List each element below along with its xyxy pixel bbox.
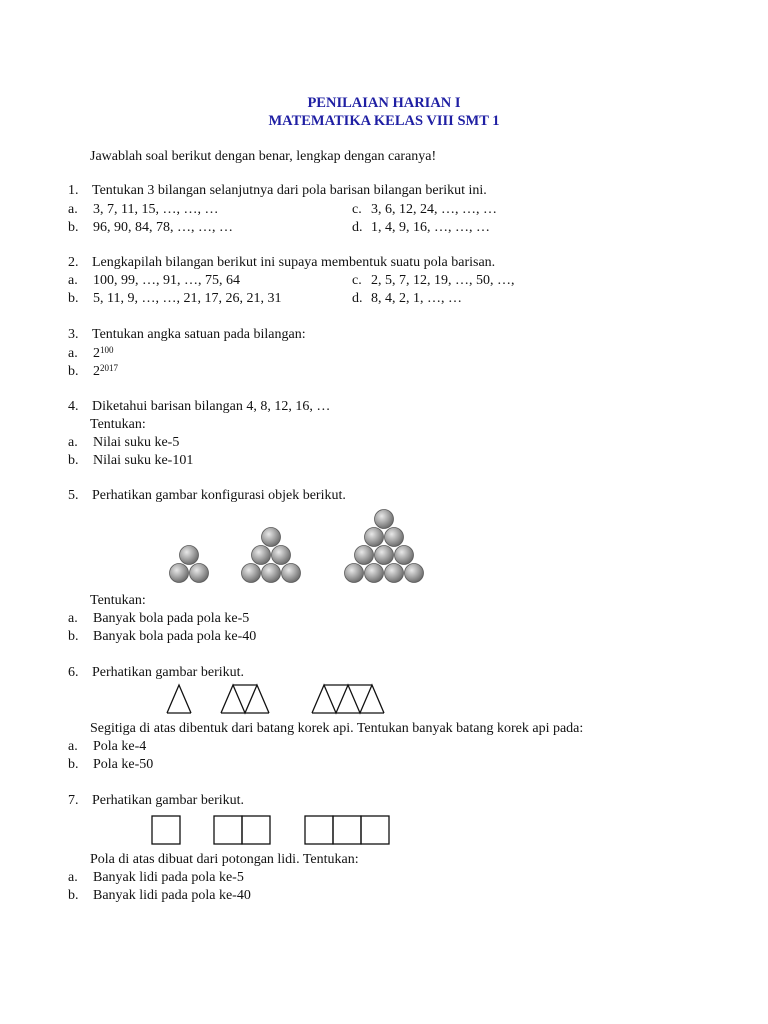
q6-text: Perhatikan gambar berikut. bbox=[92, 665, 245, 680]
q3-a-expression bbox=[93, 345, 114, 363]
ball bbox=[262, 564, 281, 583]
triangle-pattern-3-sticks bbox=[312, 685, 384, 713]
square-pattern-3-cell bbox=[333, 816, 361, 844]
q5-subheading: Tentukan: bbox=[90, 593, 146, 608]
q2-d-text: 8, 4, 2, 1, …, … bbox=[371, 291, 462, 306]
q7-text: Perhatikan gambar berikut. bbox=[92, 793, 245, 808]
q4-b-label: b. bbox=[68, 453, 79, 468]
ball bbox=[365, 528, 384, 547]
ball bbox=[262, 528, 281, 547]
q5-number: 5. bbox=[68, 488, 79, 503]
q2-c-text: 2, 5, 7, 12, 19, …, 50, …, bbox=[371, 273, 515, 288]
ball bbox=[282, 564, 301, 583]
square-pattern-2-cell bbox=[242, 816, 270, 844]
ball bbox=[242, 564, 261, 583]
q4-number: 4. bbox=[68, 399, 79, 414]
ball-pattern-1 bbox=[170, 546, 209, 583]
q6-b-label: b. bbox=[68, 757, 79, 772]
q1-a-label: a. bbox=[68, 202, 78, 217]
q6-subheading: Segitiga di atas dibentuk dari batang korek api. Tentukan banyak batang korek api pada: bbox=[90, 721, 584, 736]
q3-text: Tentukan angka satuan pada bilangan: bbox=[92, 327, 306, 342]
q3-b-base: 2 bbox=[93, 364, 100, 379]
square-pattern-3-cell bbox=[305, 816, 333, 844]
ball bbox=[252, 546, 271, 565]
square-pattern-3-cell bbox=[361, 816, 389, 844]
stick-square-figure bbox=[0, 812, 768, 852]
q1-b-label: b. bbox=[68, 220, 79, 235]
q2-b-label: b. bbox=[68, 291, 79, 306]
ball bbox=[272, 546, 291, 565]
q1-text: Tentukan 3 bilangan selanjutnya dari pola barisan bilangan berikut ini. bbox=[92, 183, 487, 198]
ball bbox=[170, 564, 189, 583]
q4-text: Diketahui barisan bilangan 4, 8, 12, 16, … bbox=[92, 399, 331, 414]
ball bbox=[375, 510, 394, 529]
ball bbox=[385, 564, 404, 583]
q5-b-text: Banyak bola pada pola ke-40 bbox=[93, 629, 257, 644]
triangle-pattern-1-sticks bbox=[167, 685, 191, 713]
ball-pattern-3 bbox=[345, 510, 424, 583]
q3-b-label: b. bbox=[68, 364, 79, 379]
q3-b-exponent: 2017 bbox=[100, 363, 118, 373]
q1-d-text: 1, 4, 9, 16, …, …, … bbox=[371, 220, 490, 235]
q1-b-text: 96, 90, 84, 78, …, …, … bbox=[93, 220, 233, 235]
ball bbox=[355, 546, 374, 565]
q7-b-text: Banyak lidi pada pola ke-40 bbox=[93, 888, 251, 903]
ball bbox=[405, 564, 424, 583]
q1-a-text: 3, 7, 11, 15, …, …, … bbox=[93, 202, 219, 217]
triangle-pattern-2-sticks bbox=[221, 685, 269, 713]
ball bbox=[345, 564, 364, 583]
q2-b-text: 5, 11, 9, …, …, 21, 17, 26, 21, 31 bbox=[93, 291, 282, 306]
square-pattern-1-cell bbox=[152, 816, 180, 844]
ball bbox=[375, 546, 394, 565]
q3-a-label: a. bbox=[68, 346, 78, 361]
q7-subheading: Pola di atas dibuat dari potongan lidi. Tentukan: bbox=[90, 852, 359, 867]
q7-a-text: Banyak lidi pada pola ke-5 bbox=[93, 870, 244, 885]
q4-subheading: Tentukan: bbox=[90, 417, 146, 432]
q2-number: 2. bbox=[68, 255, 79, 270]
ball bbox=[180, 546, 199, 565]
q7-b-label: b. bbox=[68, 888, 79, 903]
ball bbox=[385, 528, 404, 547]
instruction: Jawablah soal berikut dengan benar, lengkap dengan caranya! bbox=[90, 149, 437, 164]
q3-a-base: 2 bbox=[93, 346, 100, 361]
matchstick-triangle-figure bbox=[0, 682, 768, 722]
q1-c-text: 3, 6, 12, 24, …, …, … bbox=[371, 202, 497, 217]
q4-b-text: Nilai suku ke-101 bbox=[93, 453, 194, 468]
q2-text: Lengkapilah bilangan berikut ini supaya membentuk suatu pola barisan. bbox=[92, 255, 496, 270]
q5-a-text: Banyak bola pada pola ke-5 bbox=[93, 611, 250, 626]
square-pattern-2-cell bbox=[214, 816, 242, 844]
title-line-2: MATEMATIKA KELAS VIII SMT 1 bbox=[268, 113, 500, 129]
q7-a-label: a. bbox=[68, 870, 78, 885]
q1-d-label: d. bbox=[352, 220, 363, 235]
q3-number: 3. bbox=[68, 327, 79, 342]
q1-number: 1. bbox=[68, 183, 79, 198]
q2-a-label: a. bbox=[68, 273, 78, 288]
q6-a-label: a. bbox=[68, 739, 78, 754]
q4-a-label: a. bbox=[68, 435, 78, 450]
q1-c-label: c. bbox=[352, 202, 362, 217]
q2-c-label: c. bbox=[352, 273, 362, 288]
q5-a-label: a. bbox=[68, 611, 78, 626]
q5-b-label: b. bbox=[68, 629, 79, 644]
q2-d-label: d. bbox=[352, 291, 363, 306]
q7-number: 7. bbox=[68, 793, 79, 808]
ball bbox=[365, 564, 384, 583]
q6-number: 6. bbox=[68, 665, 79, 680]
ball-pattern-figure bbox=[0, 504, 768, 584]
ball bbox=[395, 546, 414, 565]
ball bbox=[190, 564, 209, 583]
q6-b-text: Pola ke-50 bbox=[93, 757, 154, 772]
q3-b-expression bbox=[93, 363, 118, 381]
q6-a-text: Pola ke-4 bbox=[93, 739, 147, 754]
q5-text: Perhatikan gambar konfigurasi objek berikut. bbox=[92, 488, 346, 503]
q4-a-text: Nilai suku ke-5 bbox=[93, 435, 180, 450]
title-line-1: PENILAIAN HARIAN I bbox=[307, 95, 461, 111]
ball-pattern-2 bbox=[242, 528, 301, 583]
q3-a-exponent: 100 bbox=[100, 345, 114, 355]
q2-a-text: 100, 99, …, 91, …, 75, 64 bbox=[93, 273, 240, 288]
